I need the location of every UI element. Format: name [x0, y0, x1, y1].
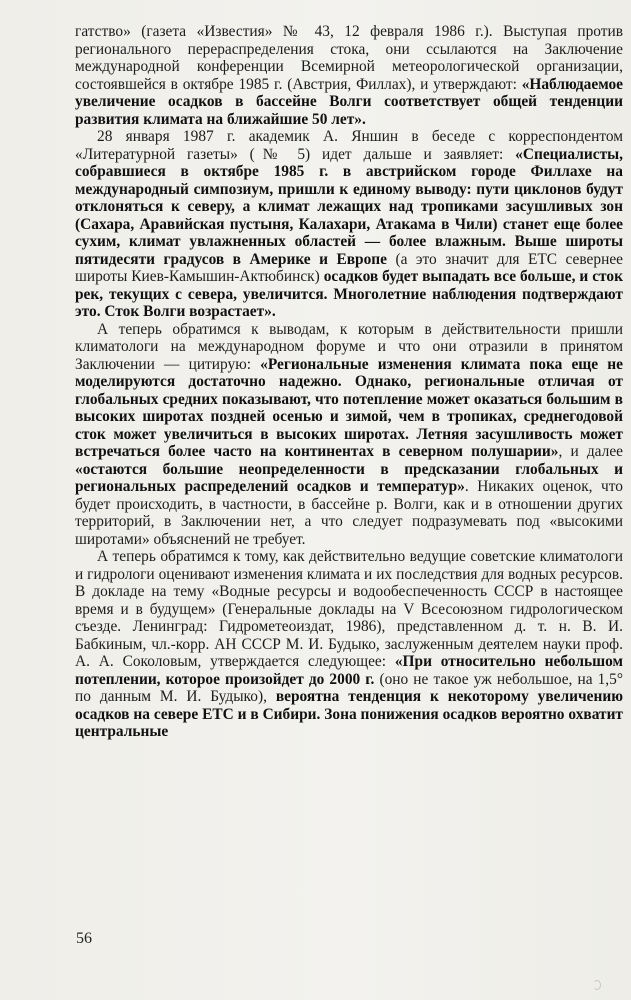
paragraph	[75, 128, 623, 321]
text-run: (а это значит для ЕТС севернее широты Киев-Камышин-Актюбинск)	[75, 250, 623, 285]
bold-quote-run: вероятна тенденция к некоторому увеличению осадков на севере ЕТС и в Сибири. Зона понижения осадков вероятно охватит центральные	[75, 688, 623, 740]
paragraph	[75, 23, 623, 128]
page-number: 56	[76, 930, 92, 947]
text-run: 28 января 1987 г. академик А. Яншин в беседе с корреспондентом «Литературной газеты» (№ 5) идет дальше и заявляет:	[75, 128, 623, 163]
bold-quote-run: осадков будет выпадать все больше, и сток рек, текущих с севера, увеличится. Многолетние наблюдения подтверждают это. Сток Волги возрастает».	[75, 268, 623, 320]
text-run: А теперь обратимся к тому, как действительно ведущие советские климатологи и гидрологи оценивают изменения климата и их последствия для водных ресурсов. В докладе на тему «Водные ресурсы и водообеспеченность СССР в настоящее время и в будущем» (Генеральные доклады на V Всесоюзном гидрологическом съезде. Ленинград: Гидрометеоиздат, 1986), представленном д. т. н. В. И. Бабкиным, чл.-корр. АН СССР М. И. Будыко, заслуженным деятелем науки проф. А. А. Соколовым, утверждается следующее:	[75, 548, 623, 670]
bold-quote-run: «При относительно небольшом потеплении, которое произойдет до 2000 г.	[75, 653, 623, 688]
text-run: А теперь обратимся к выводам, к которым в действительности пришли климатологи на международном форуме и что они отразили в принятом Заключении — цитирую:	[75, 320, 623, 373]
text-run: (оно не такое уж небольшое, на 1,5° по данным М. И. Будыко),	[75, 670, 623, 705]
bold-quote-run: «Наблюдаемое увеличение осадков в бассейне Волги соответствует общей тенденции развития климата на ближайшие 50 лет».	[75, 75, 623, 128]
margin-mark	[593, 980, 601, 990]
bold-quote-run: «Региональные изменения климата пока еще не моделируются достаточно надежно. Однако, региональные отличая от глобальных средних показывают, что потепление может оказаться большим в высоких широтах поздней осенью и зимой, чем в тропиках, среднегодовой сток может увеличиться в высоких широтах. Летняя засушливость может встречаться более часто на континентах в северном полушарии»	[75, 355, 623, 460]
paragraph	[75, 548, 623, 741]
bold-quote-run: «Специалисты, собравшиеся в октябре 1985 г. в австрийском городе Филлахе на международный симпозиум, пришли к единому выводу: пути циклонов будут отклоняться к северу, а климат лежащих над тропиками засушливых зон (Сахара, Аравийская пустыня, Калахари, Атакама в Чили) станет еще более сухим, климат увлажненных областей — более влажным. Выше широты пятидесяти градусов в Америке и Европе	[75, 145, 623, 268]
body-text	[75, 23, 623, 741]
text-run: гатство» (газета «Известия» № 43, 12 февраля 1986 г.). Выступая против регионального перераспределения стока, они ссылаются на Заключение международной конференции Всемирной метеорологической организации, состоявшейся в октябре 1985 г. (Австрия, Филлах), и утверждают:	[75, 23, 623, 93]
text-run: . Никаких оценок, что будет происходить, в частности, в бассейне р. Волги, как и в отношении других территорий, в Заключении нет, а что следует подразумевать под «высокими широтами» объяснений не требует.	[75, 478, 623, 548]
paragraph	[75, 321, 623, 549]
bold-quote-run: «остаются большие неопределенности в предсказании глобальных и региональных распределений осадков и температур»	[75, 460, 623, 495]
text-run: , и далее	[558, 443, 623, 460]
